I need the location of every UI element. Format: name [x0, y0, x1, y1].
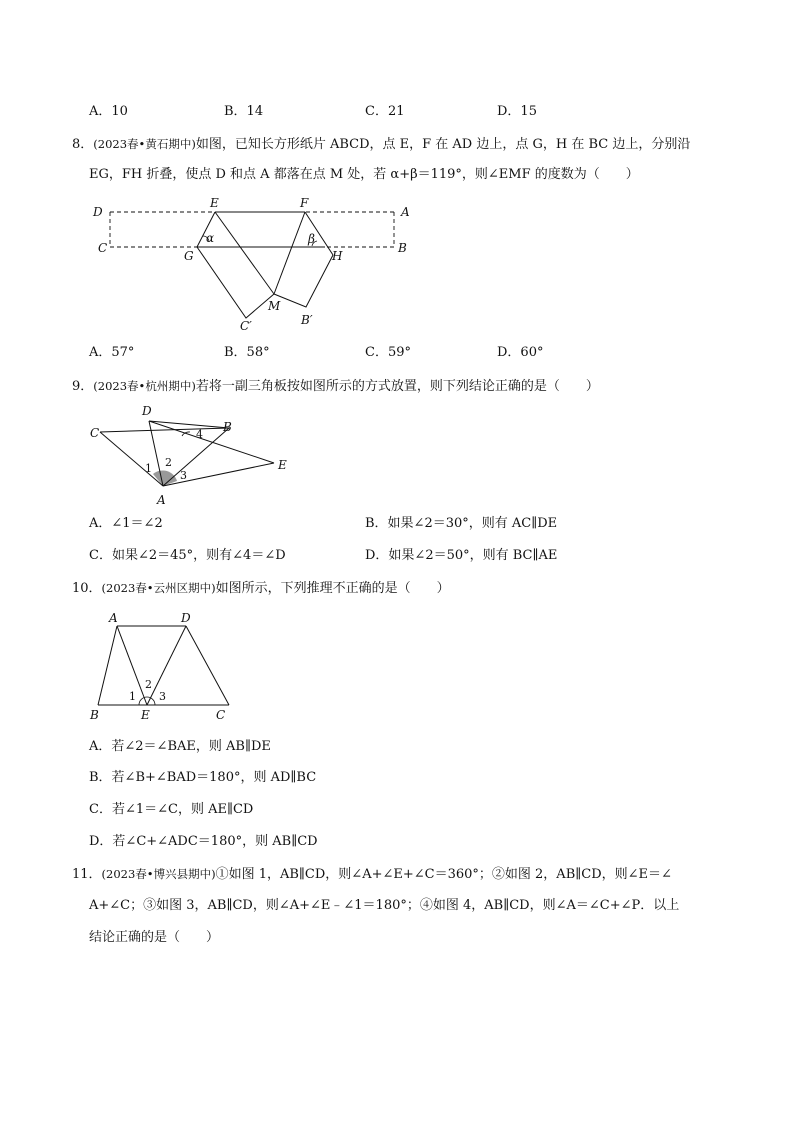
q10-figure — [86, 608, 246, 726]
q10-label-D: D — [181, 611, 191, 625]
q8-label-B: B — [398, 241, 407, 255]
q10-label-A: A — [109, 611, 118, 625]
q9-label-2: 2 — [165, 456, 172, 469]
q8-option-d: D．60° — [497, 345, 544, 360]
q8-source: (2023春•黄石期中) — [93, 137, 196, 151]
q8-label-G: G — [184, 249, 194, 263]
q9-label-D: D — [142, 404, 152, 418]
q8-option-c: C．59° — [365, 345, 411, 360]
q8-dashed-rectangle — [110, 212, 394, 247]
q9-label-C: C — [90, 426, 100, 440]
q10-stem-line1 — [72, 580, 450, 597]
q11-stem-line3: 结论正确的是（ ） — [89, 930, 220, 945]
q9-label-3: 3 — [180, 469, 187, 482]
q8-stem-line2: EG，FH 折叠，使点 D 和点 A 都落在点 M 处，若 α+β＝119°，则∠EMF 的度数为（ ） — [89, 167, 639, 182]
q8-label-H: H — [332, 249, 343, 263]
q8-text-line1: 如图，已知长方形纸片 ABCD，点 E，F 在 AD 边上，点 G，H 在 BC 边上，分别沿 — [195, 137, 691, 152]
q9-option-c: C．如果∠2＝45°，则有∠4＝∠D — [89, 548, 286, 563]
q10-label-3: 3 — [159, 690, 166, 703]
q10-label-1: 1 — [129, 690, 136, 703]
q8-label-F: F — [300, 196, 309, 210]
q8-label-beta: β — [308, 232, 315, 246]
q10-number: 10． — [72, 581, 102, 596]
q10-label-B: B — [90, 708, 99, 722]
q10-label-E: E — [141, 708, 150, 722]
q9-option-a: A．∠1＝∠2 — [89, 516, 163, 531]
q11-stem-line1 — [72, 866, 672, 883]
q11-number: 11． — [72, 867, 102, 882]
q7-option-a: A．10 — [89, 104, 128, 119]
q8-label-B-prime: B′ — [301, 313, 313, 327]
q9-label-E: E — [278, 458, 287, 472]
q9-number: 9． — [72, 379, 94, 394]
q10-label-C: C — [216, 708, 226, 722]
q9-source: (2023春•杭州期中) — [93, 379, 196, 393]
q9-option-d: D．如果∠2＝50°，则有 BC∥AE — [365, 548, 558, 563]
q9-figure — [86, 398, 306, 510]
q9-label-A: A — [157, 493, 166, 507]
q9-triangle-lines — [100, 421, 274, 486]
q11-source: (2023春•博兴县期中) — [101, 867, 216, 881]
q7-option-c: C．21 — [365, 104, 405, 119]
q10-option-a: A．若∠2＝∠BAE，则 AB∥DE — [89, 739, 271, 754]
q9-label-B: B — [223, 420, 232, 434]
q8-label-M: M — [268, 299, 281, 313]
q8-label-A: A — [401, 205, 410, 219]
q8-option-a: A．57° — [89, 345, 135, 360]
q9-text-line1: 若将一副三角板按如图所示的方式放置，则下列结论正确的是（ ） — [195, 379, 599, 394]
q10-option-d: D．若∠C+∠ADC＝180°，则 AB∥CD — [89, 834, 318, 849]
q9-option-b: B．如果∠2＝30°，则有 AC∥DE — [365, 516, 558, 531]
q8-label-alpha: α — [206, 231, 215, 245]
q8-label-D: D — [93, 205, 103, 219]
q8-label-C: C — [98, 241, 108, 255]
q10-source: (2023春•云州区期中) — [101, 581, 216, 595]
q10-text-line1: 如图所示，下列推理不正确的是（ ） — [215, 581, 450, 596]
q8-fold-lines — [197, 212, 333, 318]
q10-option-b: B．若∠B+∠BAD＝180°，则 AD∥BC — [89, 770, 317, 785]
q9-label-1: 1 — [145, 462, 152, 475]
q8-option-b: B．58° — [224, 345, 270, 360]
q7-option-d: D．15 — [497, 104, 537, 119]
q8-figure — [86, 196, 426, 336]
q7-option-b: B．14 — [224, 104, 264, 119]
q10-option-c: C．若∠1＝∠C，则 AE∥CD — [89, 802, 254, 817]
q11-stem-line2: A+∠C；③如图 3，AB∥CD，则∠A+∠E﹣∠1＝180°；④如图 4，AB∥CD，则∠A＝∠C+∠P．以上 — [89, 898, 680, 913]
q8-label-E: E — [210, 196, 219, 210]
q11-text-line1: ①如图 1，AB∥CD，则∠A+∠E+∠C＝360°；②如图 2，AB∥CD，则∠E＝∠ — [215, 867, 672, 882]
q8-stem-line1 — [72, 136, 690, 153]
q8-number: 8． — [72, 137, 94, 152]
q9-stem-line1 — [72, 378, 599, 395]
q9-label-4: 4 — [196, 428, 203, 441]
q8-label-C-prime: C′ — [240, 319, 252, 333]
q10-label-2: 2 — [145, 678, 152, 691]
